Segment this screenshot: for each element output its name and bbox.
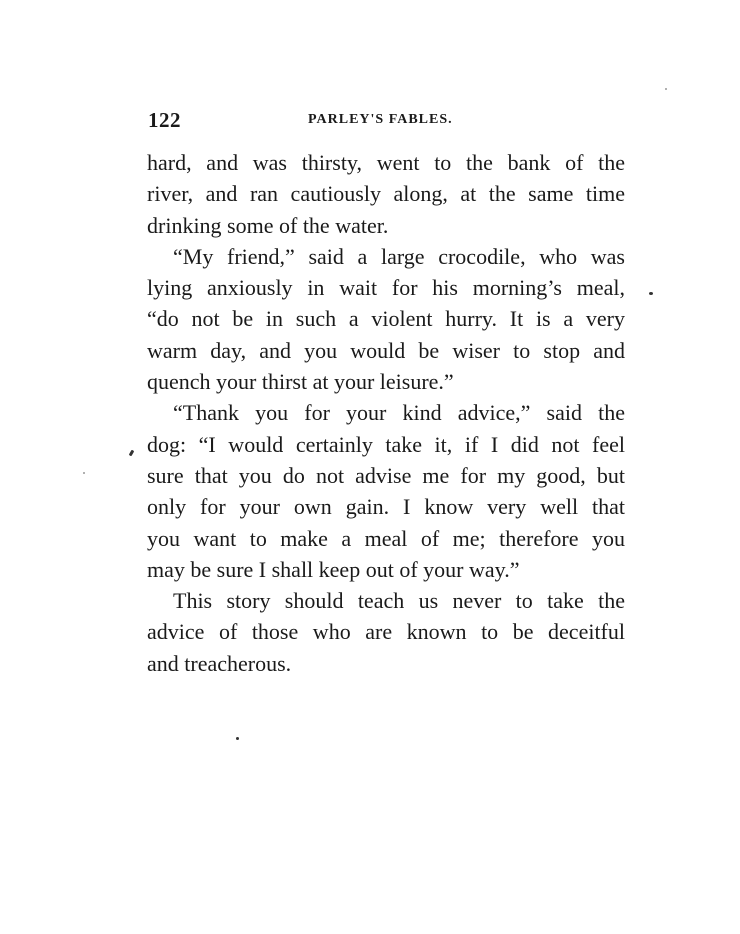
header-title: PARLEY'S FABLES. <box>308 112 453 127</box>
text-line: “Thank you for your kind advice,” said the <box>173 400 625 426</box>
paragraph-4 <box>147 585 625 679</box>
text-line: and treacherous. <box>147 650 292 676</box>
text-line: may be sure I shall keep out of your way.” <box>147 556 520 582</box>
paragraph-2 <box>147 241 625 397</box>
text-line: lying anxiously in wait for his morning’s meal, <box>147 275 625 301</box>
text-line: sure that you do not advise me for my good, but <box>147 462 625 488</box>
text-line: hard, and was thirsty, went to the bank of the <box>147 150 625 175</box>
text-line: drinking some of the water. <box>147 212 389 238</box>
page-number: 122 <box>148 108 181 132</box>
paragraph-3 <box>147 397 625 585</box>
text-line: “do not be in such a violent hurry. It is a very <box>147 306 625 332</box>
scan-speck <box>236 737 239 740</box>
scan-speck <box>129 450 135 457</box>
text-line: dog: “I would certainly take it, if I did not feel <box>147 431 625 457</box>
text-line: only for your own gain. I know very well that <box>147 494 625 520</box>
text-line: This story should teach us never to take the <box>173 588 625 614</box>
text-line: river, and ran cautiously along, at the same time <box>147 181 625 207</box>
text-line: quench your thirst at your leisure.” <box>147 369 454 395</box>
scan-speck <box>649 292 653 295</box>
text-line: warm day, and you would be wiser to stop and <box>147 337 625 363</box>
scan-speck <box>83 472 85 474</box>
text-line: “My friend,” said a large crocodile, who was <box>173 243 625 269</box>
paragraph-1 <box>147 147 625 241</box>
scan-speck <box>665 88 667 90</box>
text-line: you want to make a meal of me; therefore you <box>147 525 625 551</box>
running-head <box>148 108 624 132</box>
body-text <box>147 147 625 679</box>
text-line: advice of those who are known to be deceitful <box>147 619 625 645</box>
